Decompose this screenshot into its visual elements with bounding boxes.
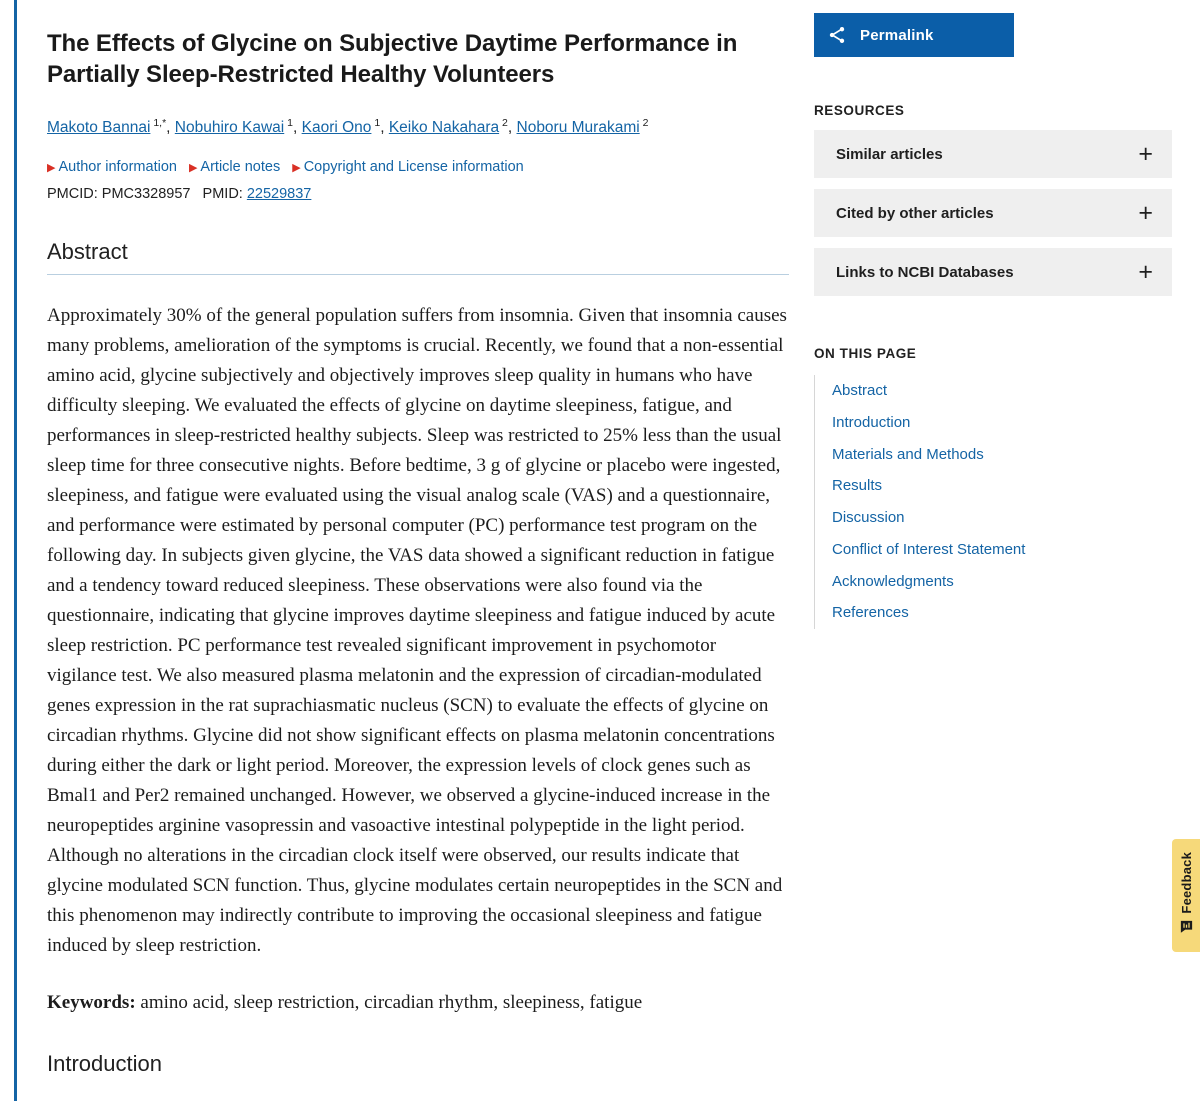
share-icon — [814, 25, 860, 45]
on-this-page-nav — [814, 375, 1172, 629]
author-link[interactable]: Noboru Murakami — [516, 119, 640, 137]
plus-icon[interactable]: + — [1138, 139, 1153, 168]
abstract-heading: Abstract — [47, 239, 789, 275]
article-meta-links — [47, 159, 789, 175]
permalink-button[interactable] — [814, 13, 1014, 57]
author-link[interactable]: Nobuhiro Kawai — [174, 119, 285, 137]
introduction-heading: Introduction — [47, 1050, 162, 1076]
author-link[interactable]: Makoto Bannai — [47, 119, 151, 137]
accordion-item-label: Similar articles — [836, 145, 943, 163]
author-affiliation-marker: 2 — [499, 117, 508, 130]
keywords-line — [47, 988, 789, 1018]
triangle-right-icon: ▶ — [292, 161, 301, 174]
meta-link-label[interactable]: Author information — [58, 158, 177, 175]
resources-accordion — [814, 130, 1172, 296]
meta-link-label[interactable]: Copyright and License information — [303, 158, 524, 175]
author-link[interactable]: Keiko Nakahara — [388, 119, 500, 137]
keywords-values: amino acid, sleep restriction, circadian rhythm, sleepiness, fatigue — [140, 991, 643, 1013]
meta-link-label[interactable]: Article notes — [200, 158, 281, 175]
author-affiliation-marker: 1,* — [150, 117, 167, 130]
right-sidebar — [814, 0, 1172, 629]
toc-link-discussion[interactable]: Discussion — [832, 509, 905, 526]
resources-title: RESOURCES — [814, 103, 905, 118]
accordion-item-label: Links to NCBI Databases — [836, 263, 1014, 281]
pmcid-value: PMC3328957 — [101, 185, 191, 202]
triangle-right-icon: ▶ — [47, 161, 56, 174]
plus-icon[interactable]: + — [1138, 257, 1153, 286]
feedback-tab[interactable] — [1172, 839, 1200, 952]
abstract-text: Approximately 30% of the general population suffers from insomnia. Given that insomnia causes many problems, amelioration of the symptoms is crucial. Recently, we found that a non-essential amino acid, glycine subjectively and objectively improves sleep quality in humans who have difficulty sleeping. We evaluated the effects of glycine on daytime sleepiness, fatigue, and performances in sleep-restricted healthy subjects. Sleep was restricted to 25% less than the usual sleep time for three consecutive nights. Before bedtime, 3 g of glycine or placebo were ingested, sleepiness, and fatigue were evaluated using the visual analog scale (VAS) and a questionnaire, and performance were estimated by personal computer (PC) performance test program on the following day. In subjects given glycine, the VAS data showed a significant reduction in fatigue and a tendency toward reduced sleepiness. These observations were also found via the questionnaire, indicating that glycine improves daytime sleepiness and fatigue induced by acute sleep restriction. PC performance test revealed significant improvement in psychomotor vigilance test. We also measured plasma melatonin and the expression of circadian-modulated genes expression in the rat suprachiasmatic nucleus (SCN) to evaluate the effects of glycine on circadian rhythms. Glycine did not show significant effects on plasma melatonin concentrations during either the dark or light period. Moreover, the expression levels of clock genes such as Bmal1 and Per2 remained unchanged. However, we observed a glycine-induced increase in the neuropeptides arginine vasopressin and vasoactive intestinal polypeptide in the light period. Although no alterations in the circadian clock itself were observed, our results indicate that glycine modulated SCN function. Thus, glycine modulates certain neuropeptides in the SCN and this phenomenon may indirectly contribute to improving the occasional sleepiness and fatigue induced by sleep restriction. — [47, 304, 787, 956]
feedback-label: Feedback — [1178, 852, 1194, 914]
keywords-label: Keywords: — [47, 991, 136, 1013]
article-identifiers — [47, 186, 789, 202]
meta-link-item[interactable] — [47, 159, 177, 175]
accordion-item[interactable] — [814, 130, 1172, 178]
author-affiliation-marker: 1 — [284, 117, 293, 130]
article-column — [47, 0, 789, 1095]
accordion-item[interactable] — [814, 189, 1172, 237]
comment-icon — [1179, 919, 1194, 939]
meta-link-item[interactable] — [189, 159, 280, 175]
author-affiliation-marker: 1 — [371, 117, 381, 130]
triangle-right-icon: ▶ — [188, 161, 198, 174]
left-accent-rail — [14, 0, 17, 1101]
author-affiliation-marker: 2 — [639, 117, 649, 130]
toc-link-conflict-of-interest-statement[interactable]: Conflict of Interest Statement — [832, 540, 1026, 558]
toc-link-references[interactable]: References — [832, 604, 909, 622]
toc-link-results[interactable]: Results — [832, 477, 883, 495]
on-this-page-title: ON THIS PAGE — [814, 346, 917, 361]
toc-link-acknowledgments[interactable]: Acknowledgments — [832, 572, 954, 590]
plus-icon[interactable]: + — [1138, 198, 1153, 227]
toc-link-introduction[interactable]: Introduction — [832, 413, 911, 431]
toc-link-materials-and-methods[interactable]: Materials and Methods — [832, 445, 984, 463]
accordion-item-label: Cited by other articles — [836, 204, 994, 222]
pmid-label: PMID: — [202, 185, 243, 202]
author-list: Makoto Bannai $^{1,*}$, Nobuhiro Kawai $^1$, Kaori Ono $^1$, Keiko Nakahara $^2$, Noboru Murakami $^2$ — [47, 117, 649, 137]
author-link[interactable]: Kaori Ono — [301, 119, 372, 137]
pmcid-label: PMCID: — [47, 185, 98, 202]
meta-link-item[interactable] — [292, 159, 524, 175]
permalink-label: Permalink — [860, 26, 934, 44]
toc-link-abstract[interactable]: Abstract — [832, 382, 888, 399]
accordion-item[interactable] — [814, 248, 1172, 296]
page-title: The Effects of Glycine on Subjective Daytime Performance in Partially Sleep-Restricted Healthy Volunteers — [47, 30, 738, 88]
pmid-link[interactable]: 22529837 — [246, 185, 312, 202]
